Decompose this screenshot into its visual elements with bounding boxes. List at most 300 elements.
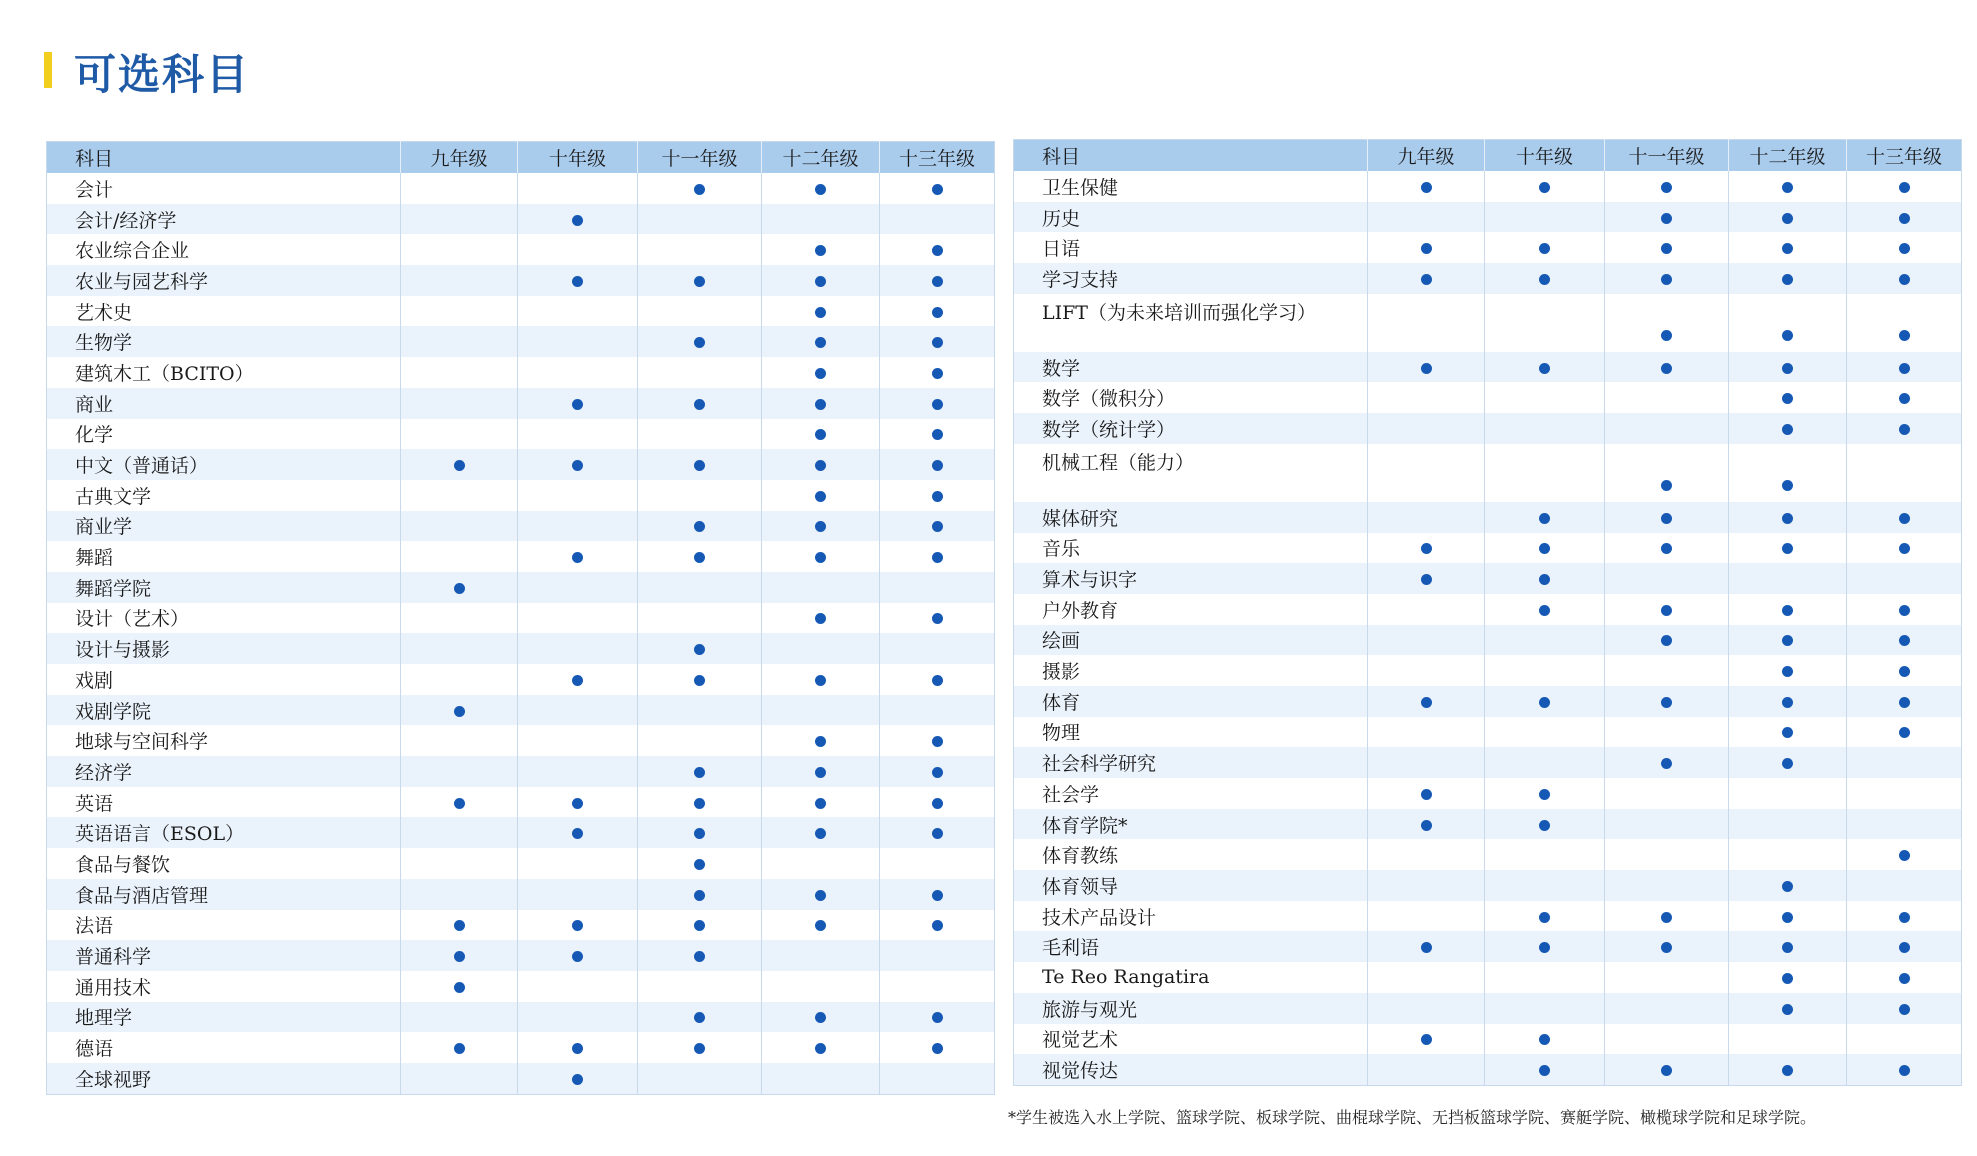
grade-9-cell [1368,778,1485,809]
grade-10-cell [1485,1054,1605,1085]
offered-dot-icon [572,399,583,410]
offered-dot-icon [694,859,705,870]
grade-11-cell [1605,655,1729,686]
offered-dot-icon [1899,1004,1910,1015]
grade-9-cell [401,787,518,818]
offered-dot-icon [694,675,705,686]
grade-10-cell [1485,839,1605,870]
grade-9-cell [1368,717,1485,748]
grade-11-cell [1605,382,1729,413]
offered-dot-icon [1421,1034,1432,1045]
offered-dot-icon [1661,912,1672,923]
grade-9-cell [1368,171,1485,202]
offered-dot-icon [932,675,943,686]
grade-11-cell [1605,747,1729,778]
subject-name: 数学 [1014,352,1368,383]
offered-dot-icon [1661,942,1672,953]
grade-10-cell [518,326,638,357]
grade-11-cell [1605,444,1729,502]
grade-10-cell [518,787,638,818]
grade-9-cell [401,541,518,572]
subject-name: 戏剧 [75,669,114,692]
offered-dot-icon [572,828,583,839]
grade-11-cell [1605,931,1729,962]
grade-11-cell [638,940,762,971]
table-row [1014,962,1962,993]
table-row [1014,931,1962,962]
grade-10-cell [1485,294,1605,352]
grade-12-cell [762,572,880,603]
grade-11-cell [638,388,762,419]
grade-10-cell [518,633,638,664]
offered-dot-icon [1782,942,1793,953]
subject-name: 化学 [75,424,114,447]
grade-10-cell [1485,901,1605,932]
grade-12-cell [762,971,880,1002]
offered-dot-icon [694,890,705,901]
grade-9-cell [401,633,518,664]
offered-dot-icon [1782,424,1793,435]
grade-12-cell [1729,1054,1847,1085]
offered-dot-icon [932,460,943,471]
subject-name: 设计与摄影 [47,633,401,664]
offered-dot-icon [1899,424,1910,435]
offered-dot-icon [454,706,465,717]
offered-dot-icon [1899,330,1910,341]
grade-12-cell [762,1032,880,1063]
offered-dot-icon [815,1043,826,1054]
table-row [47,234,995,265]
subject-name: 全球视野 [47,1063,401,1094]
table-row [47,296,995,327]
grade-9-cell [401,910,518,941]
grade-13-cell [1847,444,1962,502]
grade-10-cell [518,756,638,787]
subject-name: 卫生保健 [1042,176,1119,199]
grade-9-cell [401,204,518,235]
offered-dot-icon [815,429,826,440]
offered-dot-icon [1661,182,1672,193]
grade-9-cell [1368,202,1485,233]
subject-name: 摄影 [1042,661,1081,684]
offered-dot-icon [1782,881,1793,892]
grade-9-cell [1368,263,1485,294]
grade-13-cell [1847,382,1962,413]
offered-dot-icon [1661,330,1672,341]
grade-9-cell [401,326,518,357]
offered-dot-icon [1421,274,1432,285]
grade-11-cell [638,1002,762,1033]
table-row [47,326,995,357]
grade-10-cell [518,879,638,910]
grade-10-cell [1485,809,1605,840]
offered-dot-icon [1899,912,1910,923]
grade-10-cell [518,603,638,634]
offered-dot-icon [1661,480,1672,491]
grade-12-cell [762,695,880,726]
grade-13-cell [1847,931,1962,962]
grade-12-cell [762,756,880,787]
offered-dot-icon [1539,912,1550,923]
grade-13-cell [880,848,995,879]
grade-11-cell [638,480,762,511]
offered-dot-icon [1899,850,1910,861]
grade-13-cell [880,633,995,664]
grade-13-cell [1847,1024,1962,1055]
table-row [1014,686,1962,717]
grade-11-cell [638,1032,762,1063]
grade-11-cell [638,326,762,357]
grade-13-cell [880,480,995,511]
table-row [47,480,995,511]
grade-9-cell [401,1032,518,1063]
grade-10-cell [1485,263,1605,294]
grade-12-cell [1729,717,1847,748]
grade-10-cell [518,1032,638,1063]
offered-dot-icon [694,184,705,195]
grade-9-cell [401,756,518,787]
grade-13-cell [1847,655,1962,686]
offered-dot-icon [1899,942,1910,953]
offered-dot-icon [932,736,943,747]
offered-dot-icon [1661,363,1672,374]
grade-10-cell [1485,382,1605,413]
grade-13-cell [880,541,995,572]
subjects-table-left [46,141,995,1095]
offered-dot-icon [815,245,826,256]
grade-12-cell [762,725,880,756]
offered-dot-icon [815,368,826,379]
grade-11-cell [638,449,762,480]
grade-11-cell [638,357,762,388]
offered-dot-icon [1661,605,1672,616]
grade-12-cell [1729,594,1847,625]
grade-10-cell [1485,352,1605,383]
grade-13-cell [880,695,995,726]
grade-11-cell [1605,352,1729,383]
offered-dot-icon [815,276,826,287]
offered-dot-icon [1421,820,1432,831]
table-row [1014,901,1962,932]
grade-12-cell [1729,533,1847,564]
grade-11-cell [638,910,762,941]
offered-dot-icon [1539,182,1550,193]
grade-11-cell [638,664,762,695]
offered-dot-icon [1539,274,1550,285]
table-row [1014,263,1962,294]
grade-13-cell [880,265,995,296]
grade-13-cell [880,603,995,634]
grade-9-cell [401,695,518,726]
table-row [1014,655,1962,686]
subject-name: 通用技术 [75,976,152,999]
subject-name: 技术产品设计 [1042,906,1157,929]
grade-11-cell [638,756,762,787]
grade-13-cell [1847,686,1962,717]
offered-dot-icon [1539,1034,1550,1045]
offered-dot-icon [454,460,465,471]
grade-13-cell [1847,171,1962,202]
grade-10-cell [1485,444,1605,502]
offered-dot-icon [1782,727,1793,738]
grade-13-cell [1847,778,1962,809]
offered-dot-icon [1899,635,1910,646]
offered-dot-icon [1539,574,1550,585]
grade-9-cell [1368,502,1485,533]
subject-name: 农业与园艺科学 [47,265,401,296]
header-grade-9: 九年级 [1368,140,1485,172]
header-grade-12: 十二年级 [762,142,880,174]
table-row [47,787,995,818]
grade-13-cell [880,296,995,327]
grade-10-cell [1485,717,1605,748]
table-row [1014,352,1962,383]
grade-12-cell [1729,962,1847,993]
grade-11-cell [638,265,762,296]
offered-dot-icon [932,920,943,931]
grade-12-cell [762,879,880,910]
grade-12-cell [1729,352,1847,383]
grade-12-cell [762,204,880,235]
header-grade-11: 十一年级 [638,142,762,174]
offered-dot-icon [1782,213,1793,224]
grade-12-cell [762,664,880,695]
grade-12-cell [1729,502,1847,533]
grade-10-cell [518,1063,638,1094]
grade-10-cell [518,541,638,572]
grade-13-cell [1847,263,1962,294]
offered-dot-icon [1899,666,1910,677]
offered-dot-icon [815,1012,826,1023]
grade-9-cell [1368,962,1485,993]
offered-dot-icon [694,767,705,778]
grade-12-cell [1729,294,1847,352]
table-row [1014,413,1962,444]
grade-9-cell [401,664,518,695]
offered-dot-icon [694,798,705,809]
subject-name: 绘画 [1014,625,1368,656]
grade-13-cell [1847,901,1962,932]
offered-dot-icon [932,245,943,256]
offered-dot-icon [1782,697,1793,708]
table-row [1014,870,1962,901]
grade-12-cell [1729,901,1847,932]
offered-dot-icon [572,215,583,226]
grade-11-cell [1605,563,1729,594]
offered-dot-icon [694,644,705,655]
grade-12-cell [762,787,880,818]
grade-10-cell [1485,962,1605,993]
offered-dot-icon [1782,363,1793,374]
table-row [47,817,995,848]
grade-12-cell [762,541,880,572]
offered-dot-icon [572,920,583,931]
offered-dot-icon [815,920,826,931]
table-row [1014,1054,1962,1085]
offered-dot-icon [572,1043,583,1054]
grade-11-cell [1605,901,1729,932]
grade-10-cell [1485,747,1605,778]
grade-9-cell [1368,931,1485,962]
offered-dot-icon [815,337,826,348]
offered-dot-icon [1899,182,1910,193]
table-row [47,940,995,971]
offered-dot-icon [454,982,465,993]
grade-9-cell [401,1063,518,1094]
grade-12-cell [762,419,880,450]
grade-10-cell [518,173,638,204]
grade-12-cell [762,234,880,265]
grade-11-cell [1605,686,1729,717]
offered-dot-icon [815,552,826,563]
subject-name: 历史 [1014,202,1368,233]
offered-dot-icon [1421,363,1432,374]
offered-dot-icon [932,429,943,440]
grade-11-cell [1605,625,1729,656]
grade-11-cell [1605,232,1729,263]
grade-13-cell [1847,839,1962,870]
table-row [1014,202,1962,233]
subject-name: 戏剧学院 [47,695,401,726]
table-row [47,633,995,664]
grade-13-cell [1847,594,1962,625]
table-row [1014,778,1962,809]
grade-13-cell [880,971,995,1002]
offered-dot-icon [572,460,583,471]
table-row [47,664,995,695]
grade-11-cell [638,879,762,910]
grade-13-cell [1847,809,1962,840]
grade-10-cell [1485,594,1605,625]
subject-name: 中文（普通话） [47,449,401,480]
grade-10-cell [1485,625,1605,656]
offered-dot-icon [694,552,705,563]
subject-name: 算术与识字 [1014,563,1368,594]
subject-name: 食品与餐饮 [75,853,171,876]
offered-dot-icon [1539,789,1550,800]
grade-9-cell [401,603,518,634]
offered-dot-icon [454,951,465,962]
offered-dot-icon [815,399,826,410]
grade-10-cell [518,910,638,941]
subject-name: 数学（微积分） [1042,388,1176,411]
offered-dot-icon [1782,758,1793,769]
offered-dot-icon [694,920,705,931]
offered-dot-icon [1661,543,1672,554]
grade-9-cell [1368,382,1485,413]
grade-10-cell [518,817,638,848]
table-row [1014,809,1962,840]
table-row [1014,382,1962,413]
grade-12-cell [1729,931,1847,962]
grade-9-cell [1368,413,1485,444]
offered-dot-icon [932,399,943,410]
grade-12-cell [1729,563,1847,594]
grade-13-cell [1847,563,1962,594]
offered-dot-icon [1782,243,1793,254]
offered-dot-icon [1899,697,1910,708]
grade-11-cell [1605,1054,1729,1085]
subject-name: 德语 [75,1038,114,1061]
grade-10-cell [1485,778,1605,809]
grade-11-cell [638,296,762,327]
grade-9-cell [401,1002,518,1033]
grade-13-cell [880,572,995,603]
grade-10-cell [1485,533,1605,564]
footnote: *学生被选入水上学院、篮球学院、板球学院、曲棍球学院、无挡板篮球学院、赛艇学院、橄榄球学院和足球学院。 [1008,1108,1817,1127]
grade-10-cell [518,204,638,235]
subject-name: 会计/经济学 [47,204,401,235]
grade-9-cell [401,449,518,480]
grade-12-cell [1729,655,1847,686]
grade-13-cell [1847,962,1962,993]
grade-13-cell [1847,1054,1962,1085]
grade-10-cell [518,1002,638,1033]
offered-dot-icon [815,613,826,624]
grade-11-cell [638,419,762,450]
table-row [47,603,995,634]
grade-10-cell [1485,171,1605,202]
grade-11-cell [638,695,762,726]
grade-9-cell [401,725,518,756]
subject-name: 数学（统计学） [1014,413,1368,444]
grade-9-cell [401,419,518,450]
grade-12-cell [1729,413,1847,444]
grade-13-cell [1847,870,1962,901]
grade-11-cell [1605,717,1729,748]
grade-13-cell [1847,294,1962,352]
offered-dot-icon [932,521,943,532]
grade-12-cell [1729,747,1847,778]
grade-12-cell [762,603,880,634]
grade-9-cell [401,879,518,910]
offered-dot-icon [1899,513,1910,524]
grade-11-cell [1605,809,1729,840]
subject-name: 地理学 [47,1002,401,1033]
grade-13-cell [1847,502,1962,533]
subject-name: 商业 [47,388,401,419]
offered-dot-icon [1899,363,1910,374]
grade-12-cell [762,357,880,388]
grade-12-cell [762,848,880,879]
grade-10-cell [1485,655,1605,686]
grade-11-cell [638,725,762,756]
grade-12-cell [1729,870,1847,901]
grade-12-cell [1729,263,1847,294]
offered-dot-icon [1539,942,1550,953]
grade-9-cell [401,296,518,327]
offered-dot-icon [932,798,943,809]
grade-11-cell [638,173,762,204]
table-row [47,848,995,879]
grade-9-cell [401,817,518,848]
offered-dot-icon [1782,635,1793,646]
grade-9-cell [401,971,518,1002]
offered-dot-icon [1661,213,1672,224]
grade-13-cell [1847,533,1962,564]
grade-9-cell [401,234,518,265]
subject-name: 食品与酒店管理 [47,879,401,910]
subject-name: 舞蹈 [75,547,114,570]
table-row [47,879,995,910]
table-row [47,388,995,419]
offered-dot-icon [1782,1004,1793,1015]
page-title: 可选科目 [74,50,251,99]
offered-dot-icon [694,460,705,471]
subject-name: 学习支持 [1014,263,1368,294]
table-row [1014,993,1962,1024]
offered-dot-icon [1899,973,1910,984]
